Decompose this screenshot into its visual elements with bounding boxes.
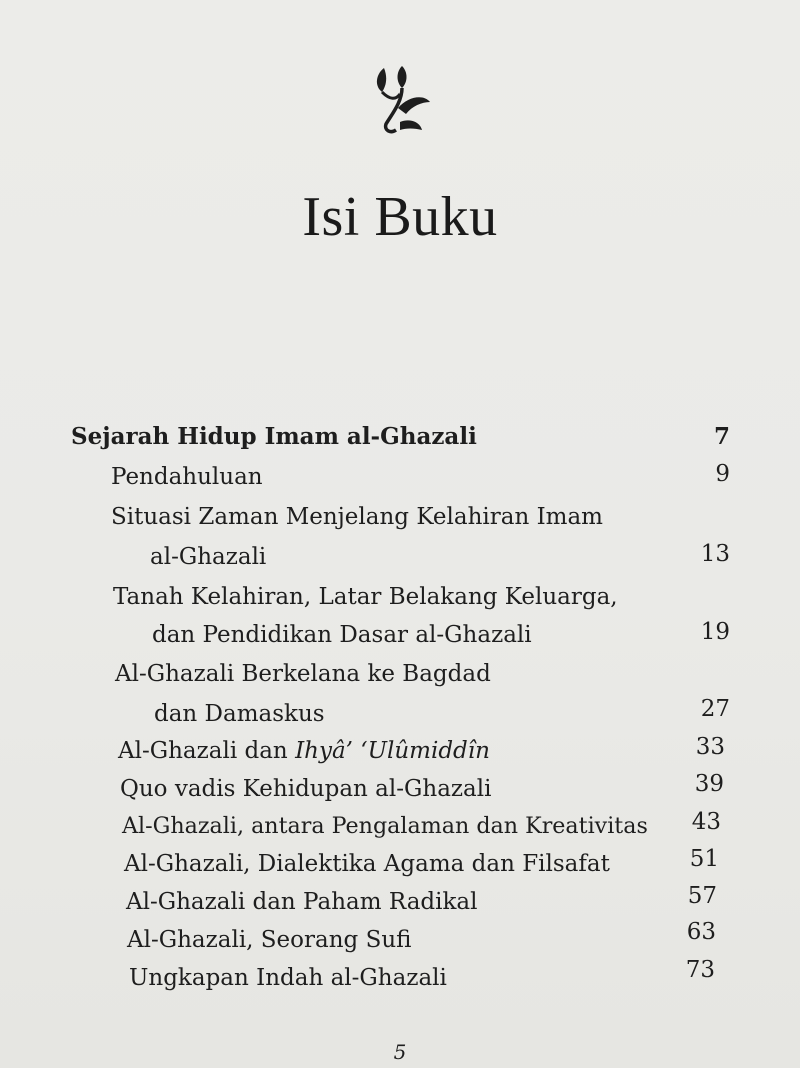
- toc-entry-page: 39: [694, 771, 724, 797]
- toc-entry-label-continuation: al-Ghazali: [150, 544, 267, 570]
- toc-entry-label: Al-Ghazali, Seorang Sufi: [127, 927, 412, 953]
- toc-entry-page: 63: [686, 919, 716, 945]
- toc-entry-page: 51: [689, 846, 719, 872]
- toc-entry-label: Al-Ghazali, Dialektika Agama dan Filsafat: [124, 851, 610, 877]
- toc-entry-label: Situasi Zaman Menjelang Kelahiran Imam: [111, 504, 603, 530]
- toc-entry-label-continuation: dan Pendidikan Dasar al-Ghazali: [152, 622, 532, 648]
- toc-entry-label: Al-Ghazali dan: [118, 738, 296, 764]
- page-title: Isi Buku: [302, 186, 498, 248]
- toc-entry-page: 73: [685, 957, 715, 983]
- toc-entry-page: 43: [691, 809, 721, 835]
- toc-entry-label-italic-title: Ihyâ’ ‘Ulûmiddîn: [295, 738, 490, 764]
- toc-main-entry-label: Sejarah Hidup Imam al-Ghazali: [71, 423, 477, 450]
- toc-entry-page: 9: [715, 461, 730, 487]
- toc-main-entry-page: 7: [713, 423, 730, 450]
- toc-entry-label: Quo vadis Kehidupan al-Ghazali: [120, 776, 492, 802]
- toc-entry-label: Pendahuluan: [111, 464, 263, 490]
- toc-entry-label-continuation: dan Damaskus: [154, 701, 325, 727]
- toc-entry-page: 33: [695, 734, 725, 760]
- leaf-scroll-ornament-icon: [362, 60, 442, 140]
- toc-entry-page: 19: [700, 619, 730, 645]
- toc-entry-page: 27: [700, 696, 730, 722]
- toc-entry-label: Al-Ghazali dan Paham Radikal: [126, 889, 478, 915]
- toc-entry-page: 57: [687, 883, 717, 909]
- page-number: 5: [393, 1040, 407, 1064]
- toc-entry-page: 13: [700, 541, 730, 567]
- toc-entry-label: Tanah Kelahiran, Latar Belakang Keluarga,: [113, 584, 618, 610]
- toc-entry-label: Al-Ghazali, antara Pengalaman dan Kreativitas: [122, 813, 648, 839]
- toc-entry-label: Ungkapan Indah al-Ghazali: [129, 965, 447, 991]
- toc-entry-label: Al-Ghazali Berkelana ke Bagdad: [115, 661, 491, 687]
- toc-entry-label-mixed: [118, 737, 490, 765]
